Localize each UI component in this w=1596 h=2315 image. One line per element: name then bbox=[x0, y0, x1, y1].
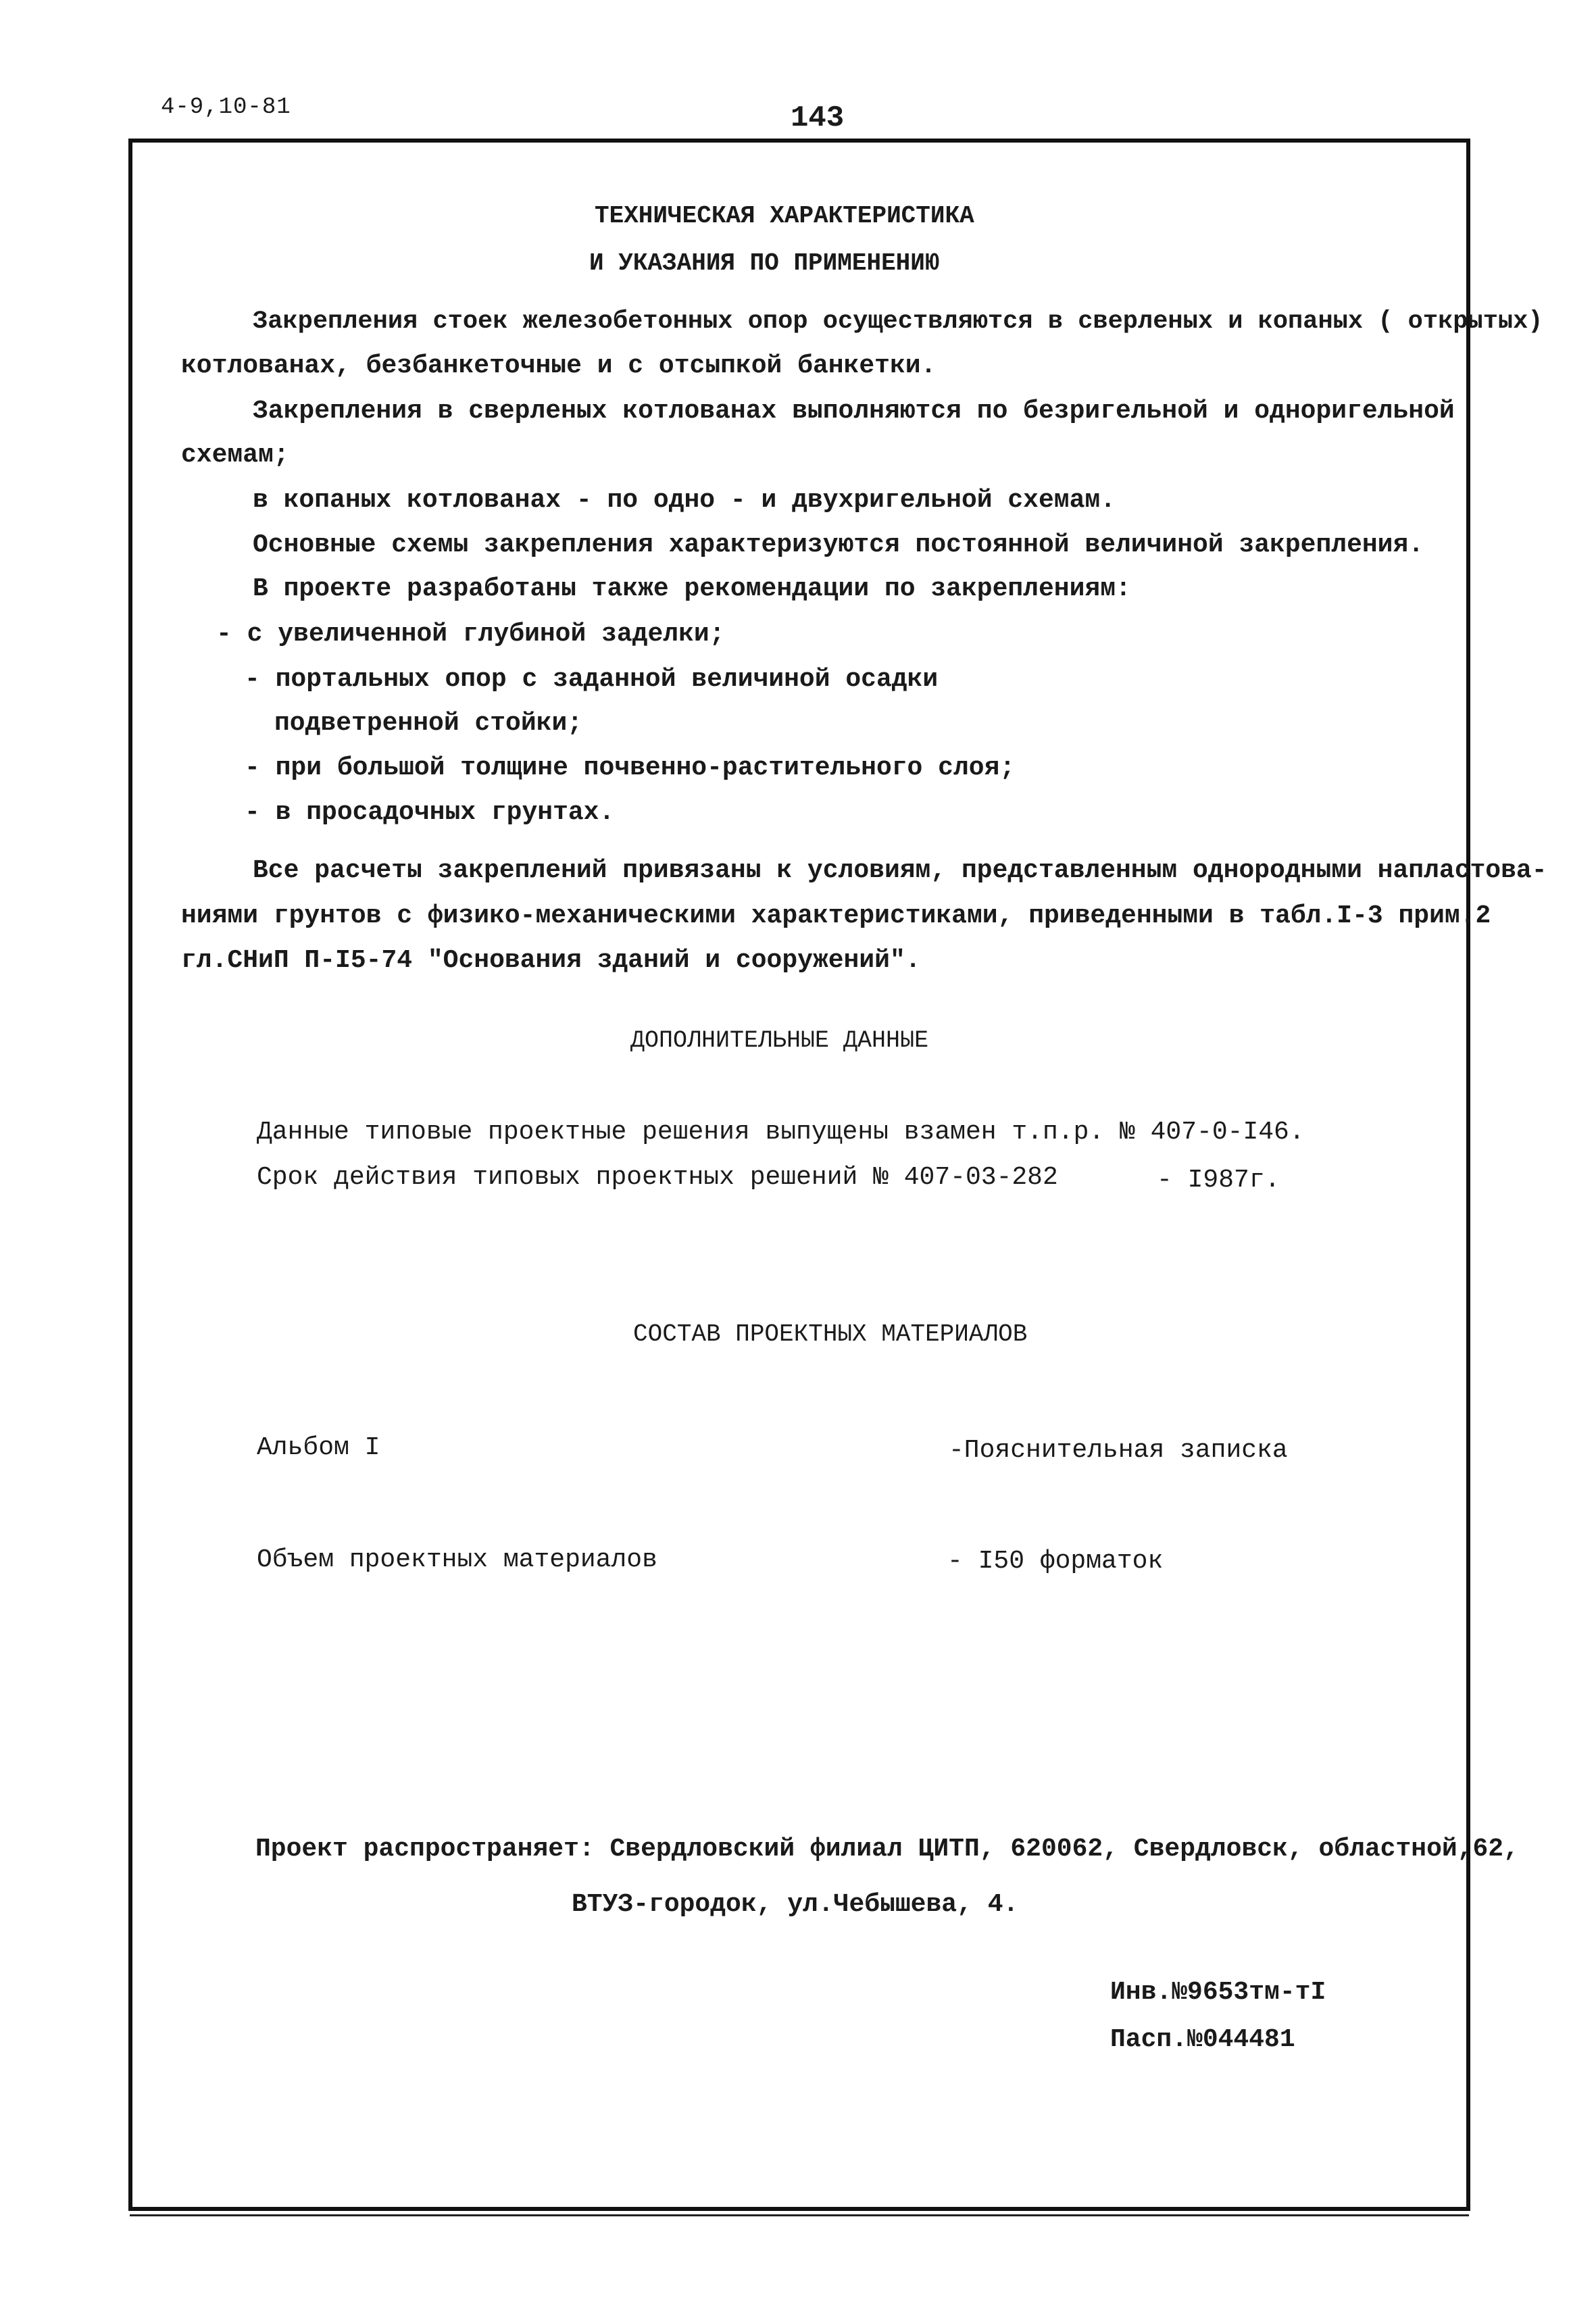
document-code: 4-9,10-81 bbox=[161, 95, 291, 120]
bullet-3: - при большой толщине почвенно-растительного слоя; bbox=[245, 753, 1016, 782]
bullet-2-line-2: подветренной стойки; bbox=[274, 709, 583, 738]
section-title-1b: И УКАЗАНИЯ ПО ПРИМЕНЕНИЮ bbox=[589, 249, 940, 277]
additional-data-line-2: Срок действия типовых проектных решений № 407-03-282 bbox=[257, 1163, 1058, 1192]
paragraph-1-line-2: котлованах, безбанкеточные и с отсыпкой банкетки. bbox=[181, 351, 937, 380]
inventory-number: Инв.№9653тм-тI bbox=[1110, 1978, 1326, 2007]
volume-label: Объем проектных материалов bbox=[257, 1545, 657, 1574]
paragraph-2-line-2: схемам; bbox=[181, 441, 289, 470]
distributor-line-2: ВТУЗ-городок, ул.Чебышева, 4. bbox=[572, 1890, 1019, 1919]
passport-number: Пасп.№044481 bbox=[1110, 2025, 1295, 2054]
paragraph-6-line-1: Все расчеты закреплений привязаны к условиям, представленным однородными напластова- bbox=[253, 856, 1547, 885]
paragraph-5: В проекте разработаны также рекомендации по закреплениям: bbox=[253, 574, 1131, 603]
volume-value: - I50 форматок bbox=[947, 1547, 1164, 1576]
paragraph-2-line-1: Закрепления в сверленых котлованах выполняются по безригельной и одноригельной bbox=[253, 397, 1455, 426]
paragraph-6-line-3: гл.СНиП П-I5-74 "Основания зданий и сооружений". bbox=[181, 946, 921, 975]
album-label: Альбом I bbox=[257, 1433, 380, 1462]
validity-year: - I987г. bbox=[1157, 1166, 1280, 1195]
paragraph-3: в копаных котлованах - по одно - и двухригельной схемам. bbox=[253, 486, 1116, 515]
bullet-2-line-1: - портальных опор с заданной величиной осадки bbox=[245, 665, 939, 694]
section-title-3: СОСТАВ ПРОЕКТНЫХ МАТЕРИАЛОВ bbox=[633, 1320, 1028, 1348]
album-value: -Пояснительная записка bbox=[949, 1436, 1288, 1465]
paragraph-4: Основные схемы закрепления характеризуются постоянной величиной закрепления. bbox=[253, 530, 1424, 559]
distributor-line-1: Проект распространяет: Свердловский филиал ЦИТП, 620062, Свердловск, областной,62, bbox=[255, 1835, 1519, 1864]
paragraph-1-line-1: Закрепления стоек железобетонных опор осуществляются в сверленых и копаных ( открытых) bbox=[253, 307, 1543, 336]
bullet-4: - в просадочных грунтах. bbox=[245, 798, 615, 827]
additional-data-line-1: Данные типовые проектные решения выпущены взамен т.п.р. № 407-0-I46. bbox=[257, 1118, 1305, 1147]
bullet-1: - с увеличенной глубиной заделки; bbox=[216, 620, 725, 649]
paragraph-6-line-2: ниями грунтов с физико-механическими характеристиками, приведенными в табл.I-3 прим.2 bbox=[181, 901, 1491, 930]
section-title-2: ДОПОЛНИТЕЛЬНЫЕ ДАННЫЕ bbox=[630, 1027, 929, 1054]
section-title-1a: ТЕХНИЧЕСКАЯ ХАРАКТЕРИСТИКА bbox=[595, 202, 974, 230]
page-number: 143 bbox=[791, 101, 845, 135]
